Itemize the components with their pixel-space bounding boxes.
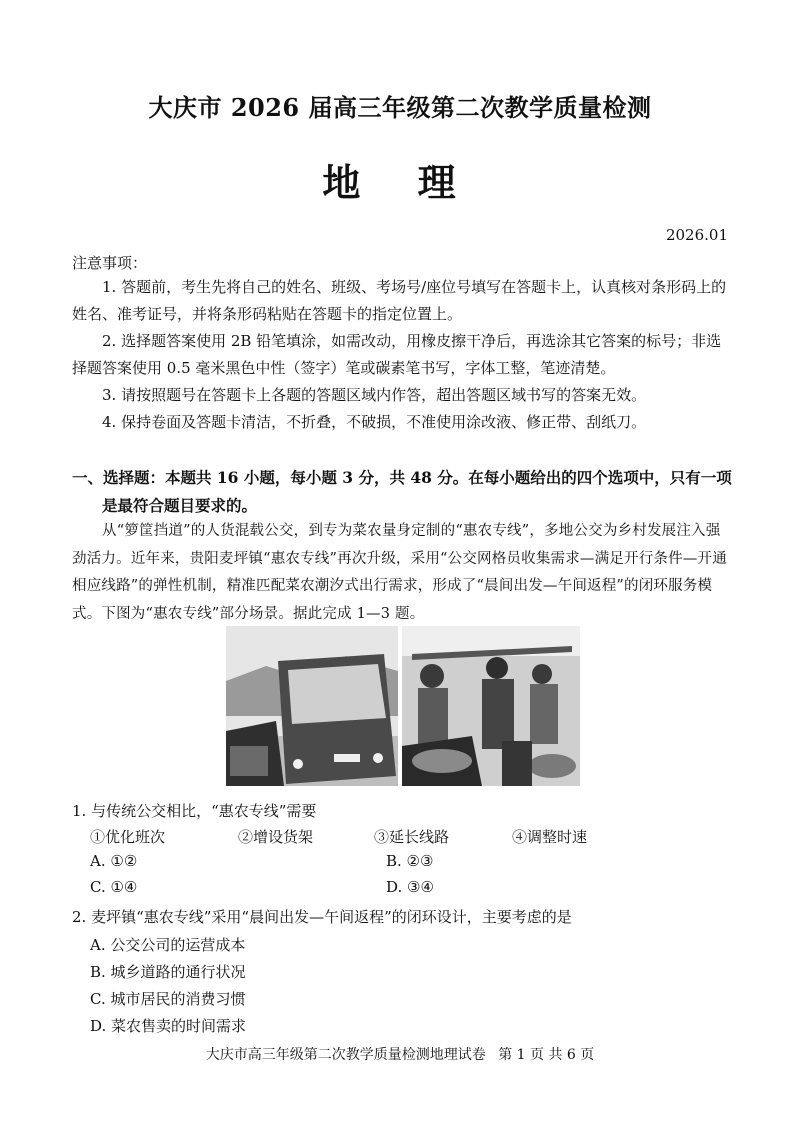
question-2-option-a: A. 公交公司的运营成本	[90, 936, 246, 954]
section-heading	[72, 464, 737, 520]
question-1-option-d: D. ③④	[386, 878, 434, 896]
question-1-item-2: ②增设货架	[238, 828, 314, 846]
notice-item-4: 4. 保持卷面及答题卡清洁，不折叠，不破损，不准使用涂改液、修正带、刮纸刀。	[102, 413, 647, 431]
notice-item-1: 1. 答题前，考生先将自己的姓名、班级、考场号/座位号填写在答题卡上，认真核对条形码上的姓名、准考证号，并将条形码粘贴在答题卡的指定位置上。	[72, 278, 727, 323]
section-heading-line1: 一、选择题：本题共 16 小题，每小题 3 分，共 48 分。在每小题给出的四个选项中，只有一项	[72, 468, 732, 487]
bus-photo	[226, 626, 398, 786]
notice-item-2: 2. 选择题答案使用 2B 铅笔填涂，如需改动，用橡皮擦干净后，再选涂其它答案的标号；非选择题答案使用 0.5 毫米黑色中性（签字）笔或碳素笔书写，字体工整，笔迹清楚。	[72, 332, 722, 377]
subject-title: 地 理	[322, 160, 478, 205]
question-1-option-b: B. ②③	[386, 852, 434, 870]
page-footer	[0, 1044, 800, 1064]
question-1-option-a: A. ①②	[90, 852, 138, 870]
question-1-item-1: ①优化班次	[90, 828, 166, 846]
question-1-item-3: ③延长线路	[374, 828, 450, 846]
passage: 从“箩筐挡道”的人货混载公交，到专为菜农量身定制的“惠农专线”，多地公交为乡村发展注入强劲活力。近年来，贵阳麦坪镇“惠农专线”再次升级，采用“公交网格员收集需求—满足开行条件—开通相应线路”的弹性机制，精准匹配菜农潮汐式出行需求，形成了“晨间出发—午间返程”的闭环服务模式。下图为“惠农专线”部分场景。据此完成 1—3 题。	[72, 523, 727, 622]
exam-title: 大庆市 2026 届高三年级第二次教学质量检测	[148, 93, 652, 122]
footer-title: 大庆市高三年级第二次教学质量检测地理试卷	[205, 1047, 486, 1063]
section-heading-line2: 是最符合题目要求的。	[102, 496, 258, 515]
question-2-option-c: C. 城市居民的消费习惯	[90, 990, 246, 1008]
question-1-option-c: C. ①④	[90, 878, 138, 896]
exam-date: 2026.01	[665, 226, 728, 244]
question-2-option-b: B. 城乡道路的通行状况	[90, 963, 246, 981]
notice-item-3: 3. 请按照题号在答题卡上各题的答题区域内作答，超出答题区域书写的答案无效。	[102, 386, 647, 404]
photo-group	[226, 626, 580, 786]
notice-heading: 注意事项：	[72, 254, 148, 272]
footer-page-number: 第 1 页 共 6 页	[498, 1047, 595, 1063]
question-2-option-d: D. 菜农售卖的时间需求	[90, 1017, 247, 1035]
question-1-item-4: ④调整时速	[512, 828, 588, 846]
question-1-stem: 1. 与传统公交相比，“惠农专线”需要	[72, 802, 317, 820]
question-2-stem: 2. 麦坪镇“惠农专线”采用“晨间出发—午间返程”的闭环设计，主要考虑的是	[72, 908, 572, 926]
passengers-photo	[402, 626, 580, 786]
